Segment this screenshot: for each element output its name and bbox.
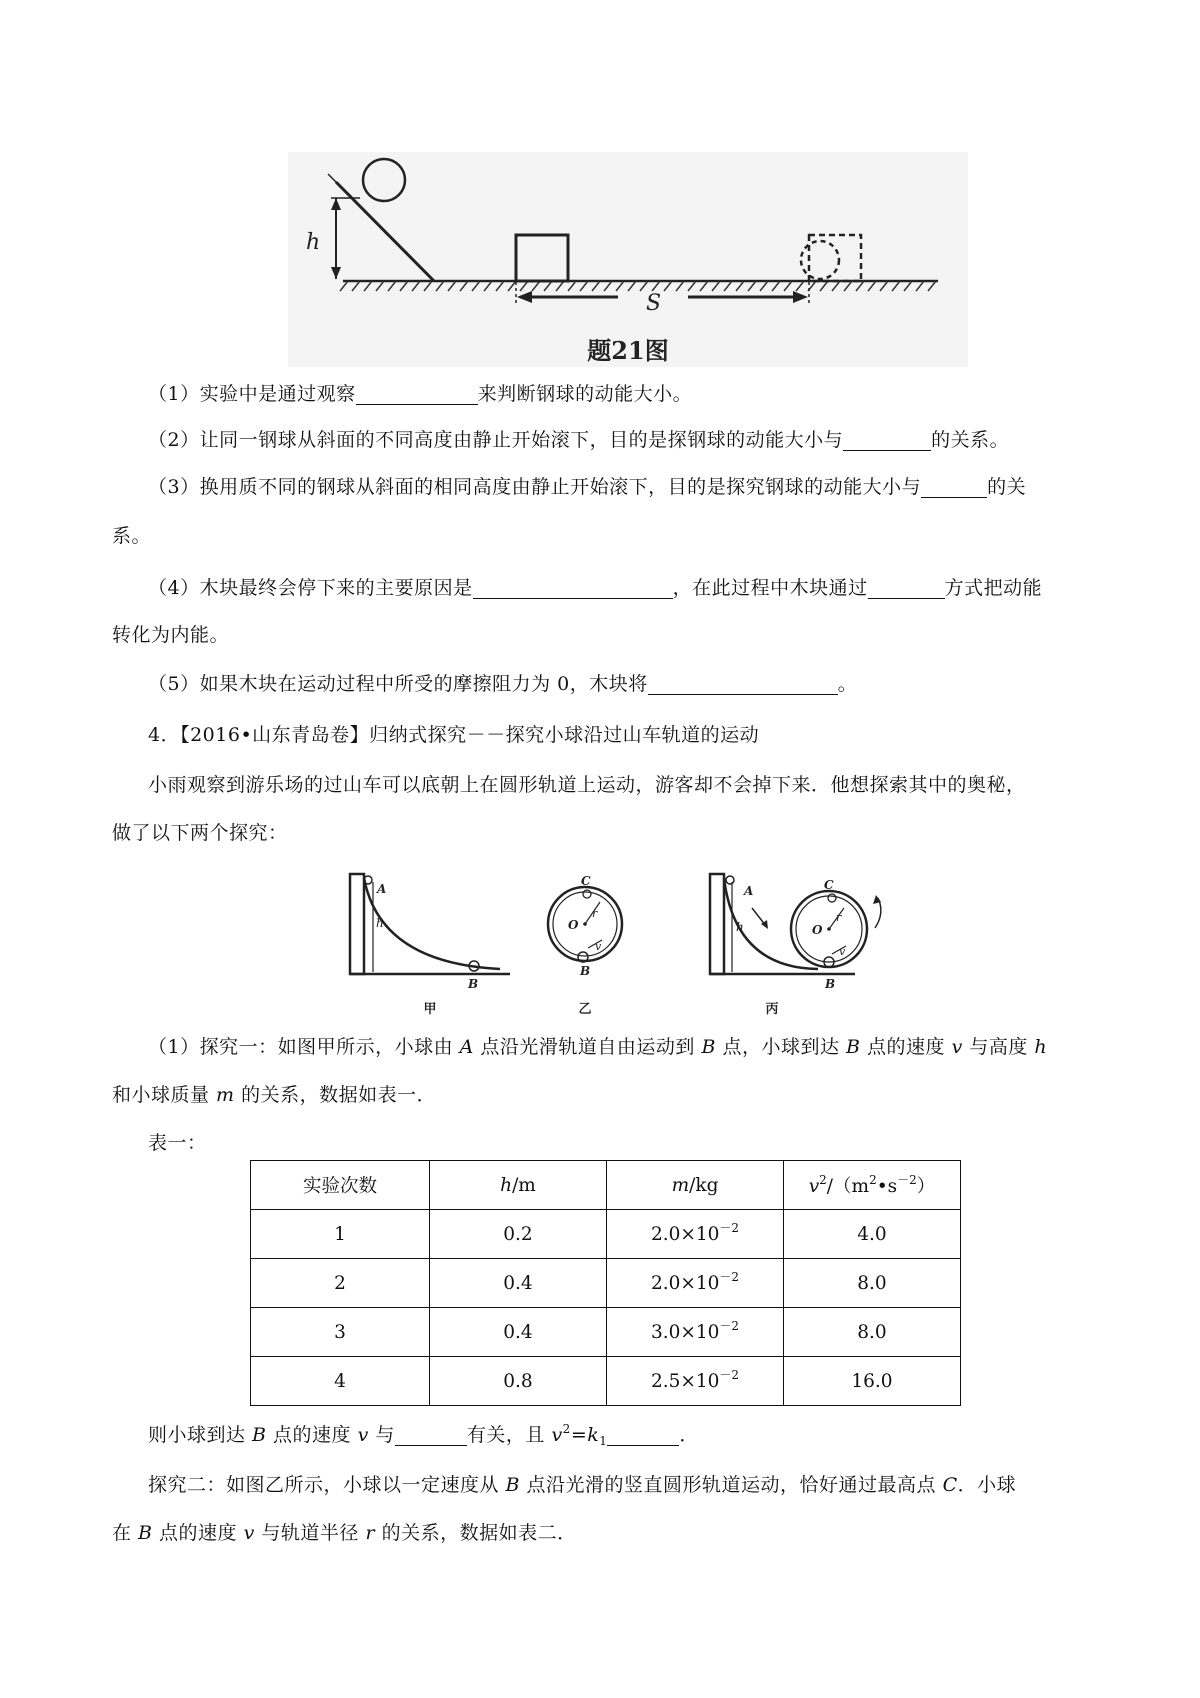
table-cell: 4 bbox=[251, 1357, 430, 1406]
table-header-cell: m/kg bbox=[607, 1161, 784, 1210]
table-cell: $2.5\times 10^{-2}$ bbox=[607, 1357, 784, 1406]
figure1-h-label: h bbox=[306, 230, 321, 255]
table-header-cell: $v^2/(m^2•s^{-2})$ bbox=[784, 1161, 961, 1210]
q4-exploration2-cont: 在 B 点的速度 v 与轨道半径 r 的关系，数据如表二． bbox=[112, 1522, 577, 1544]
q3-part3-cont: 系。 bbox=[112, 525, 152, 547]
table-header-row bbox=[251, 1161, 961, 1210]
fig-yi-label-o: O bbox=[568, 918, 579, 932]
table-cell: 8.0 bbox=[784, 1259, 961, 1308]
fig-bing-caption: 丙 bbox=[765, 1002, 779, 1017]
q3-part4: （4）木块最终会停下来的主要原因是 ，在此过程中木块通过 方式把动能 bbox=[112, 565, 1100, 611]
table-cell: 0.4 bbox=[430, 1259, 607, 1308]
fig-yi-label-b: B bbox=[580, 964, 591, 978]
fig-yi-label-v: v bbox=[595, 940, 602, 953]
fig-yi-caption: 乙 bbox=[578, 1002, 592, 1017]
table-row bbox=[251, 1308, 961, 1357]
table-cell: 1 bbox=[251, 1210, 430, 1259]
fig-bing-label-h: h bbox=[736, 920, 744, 934]
table-cell: 8.0 bbox=[784, 1308, 961, 1357]
answer-blank[interactable] bbox=[868, 574, 945, 599]
table-cell: 0.8 bbox=[430, 1357, 607, 1406]
table1-caption: 表一： bbox=[148, 1132, 207, 1154]
fig-bing-label-b: B bbox=[825, 977, 836, 991]
fig-jia-label-h: h bbox=[376, 916, 384, 930]
table-1 bbox=[250, 1160, 961, 1406]
table-row bbox=[251, 1357, 961, 1406]
q4-intro-cont: 做了以下两个探究： bbox=[112, 822, 288, 844]
table-cell: $2.0\times 10^{-2}$ bbox=[607, 1210, 784, 1259]
fig-bing-label-a: A bbox=[744, 884, 754, 898]
table-cell: 4.0 bbox=[784, 1210, 961, 1259]
q3-part3: （3）换用质不同的钢球从斜面的相同高度由静止开始滚下，目的是探究钢球的动能大小与 的关 bbox=[112, 464, 1100, 510]
table-row bbox=[251, 1210, 961, 1259]
fig-bing-label-v: v bbox=[839, 945, 846, 958]
answer-blank[interactable] bbox=[473, 574, 673, 599]
figure-tracks bbox=[340, 868, 940, 1018]
table-cell: 0.4 bbox=[430, 1308, 607, 1357]
answer-blank[interactable] bbox=[356, 380, 478, 405]
answer-blank[interactable] bbox=[921, 473, 987, 498]
table-cell: $3.0\times 10^{-2}$ bbox=[607, 1308, 784, 1357]
q4-conclusion1: 则小球到达 B 点的速度 v 与 有关，且 $v^2=k_1$ ． bbox=[148, 1422, 699, 1448]
answer-blank[interactable] bbox=[607, 1421, 679, 1446]
q3-part2: （2）让同一钢球从斜面的不同高度由静止开始滚下，目的是探钢球的动能大小与 的关系。 bbox=[112, 417, 1100, 463]
q3-part5: （5）如果木块在运动过程中所受的摩擦阻力为 0，木块将 。 bbox=[112, 661, 1100, 707]
q3-part4-cont: 转化为内能。 bbox=[112, 624, 230, 646]
table-cell: 2 bbox=[251, 1259, 430, 1308]
table-cell: 0.2 bbox=[430, 1210, 607, 1259]
figure1-s-label: S bbox=[646, 291, 662, 316]
table-cell: $2.0\times 10^{-2}$ bbox=[607, 1259, 784, 1308]
fig-jia-label-a: A bbox=[377, 882, 387, 896]
table-row bbox=[251, 1259, 961, 1308]
fig-jia-caption: 甲 bbox=[423, 1002, 437, 1017]
table-cell: 16.0 bbox=[784, 1357, 961, 1406]
q4-exploration2: 探究二：如图乙所示，小球以一定速度从 B 点沿光滑的竖直圆形轨道运动，恰好通过最高点 C．小球 bbox=[148, 1474, 1017, 1496]
q4-intro: 小雨观察到游乐场的过山车可以底朝上在圆形轨道上运动，游客却不会掉下来．他想探索其中的奥秘， bbox=[148, 774, 1026, 796]
fig-bing-label-o: O bbox=[812, 923, 823, 937]
fig-jia-label-b: B bbox=[468, 977, 479, 991]
figure1-caption: 题21图 bbox=[587, 336, 669, 365]
table-header-cell: h/m bbox=[430, 1161, 607, 1210]
answer-blank[interactable] bbox=[648, 670, 838, 695]
q4-exploration1-cont: 和小球质量 m 的关系，数据如表一． bbox=[112, 1084, 437, 1106]
figure-slope-block bbox=[288, 152, 968, 372]
fig-yi-label-r: r bbox=[592, 907, 598, 920]
fig-yi-label-c: C bbox=[581, 874, 591, 888]
table-cell: 3 bbox=[251, 1308, 430, 1357]
table-header-cell: 实验次数 bbox=[251, 1161, 430, 1210]
q4-exploration1: （1）探究一：如图甲所示，小球由 A 点沿光滑轨道自由运动到 B 点，小球到达 B 点的速度 v 与高度 h bbox=[148, 1036, 1048, 1058]
answer-blank[interactable] bbox=[395, 1421, 467, 1446]
q3-part1: （1）实验中是通过观察 来判断钢球的动能大小。 bbox=[112, 371, 1100, 417]
q4-heading: 4．【2016•山东青岛卷】归纳式探究－－探究小球沿过山车轨道的运动 bbox=[148, 724, 760, 746]
fig-bing-label-r: r bbox=[836, 911, 842, 924]
answer-blank[interactable] bbox=[843, 426, 931, 451]
fig-bing-label-c: C bbox=[824, 878, 834, 892]
